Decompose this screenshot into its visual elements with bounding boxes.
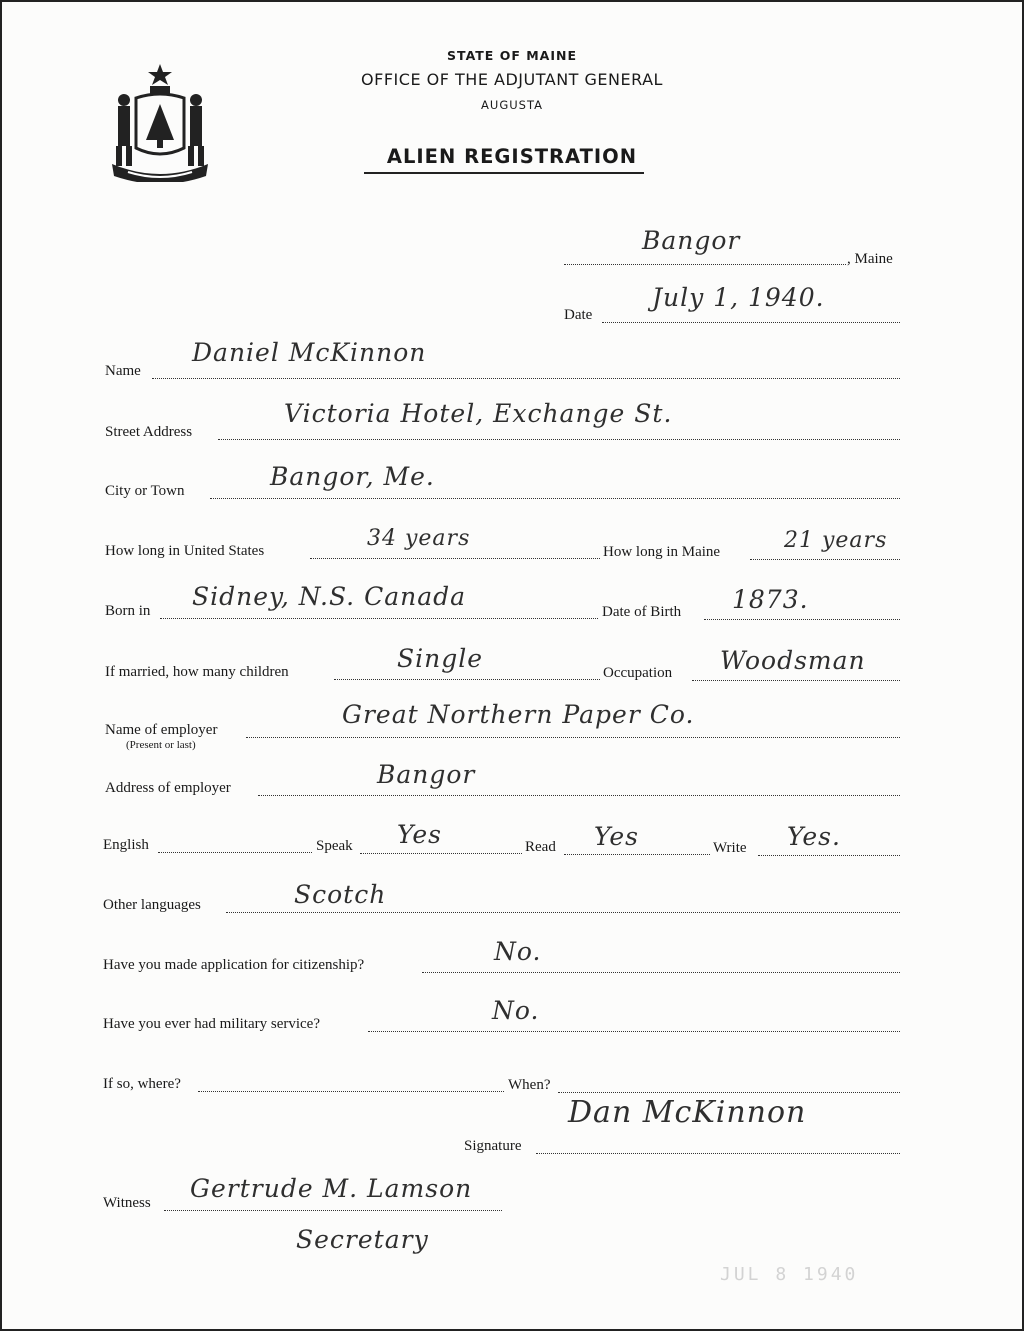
us-years-label: How long in United States: [105, 543, 265, 559]
witness-value: Gertrude M. Lamson: [190, 1174, 473, 1203]
employer-line: [246, 737, 900, 738]
children-label: If married, how many children: [105, 664, 289, 680]
military-value: No.: [492, 996, 540, 1025]
read-value: Yes: [594, 822, 639, 851]
header-city: AUGUSTA: [481, 98, 543, 112]
date-line: [602, 322, 900, 323]
employer-address-line: [258, 795, 900, 796]
street-label: Street Address: [105, 424, 193, 440]
maine-years-line: [750, 559, 900, 560]
form-title: ALIEN REGISTRATION: [386, 145, 638, 168]
occupation-label: Occupation: [603, 665, 673, 681]
citizenship-value: No.: [494, 937, 542, 966]
when-line: [558, 1092, 900, 1093]
military-line: [368, 1031, 900, 1032]
other-languages-value: Scotch: [294, 880, 387, 909]
occupation-value: Woodsman: [720, 646, 866, 675]
citizenship-line: [422, 972, 900, 973]
born-in-value: Sidney, N.S. Canada: [192, 582, 467, 611]
header-state: STATE OF MAINE: [447, 48, 577, 63]
when-label: When?: [508, 1077, 551, 1093]
signature-label: Signature: [464, 1138, 522, 1154]
born-in-label: Born in: [105, 603, 151, 619]
maine-years-value: 21 years: [784, 528, 888, 553]
signature-value: Dan McKinnon: [568, 1095, 807, 1130]
date-label: Date: [564, 307, 593, 323]
military-label: Have you ever had military service?: [103, 1016, 320, 1032]
us-years-line: [310, 558, 600, 559]
speak-value: Yes: [397, 820, 442, 849]
city-label: City or Town: [105, 483, 185, 499]
state-seal-icon: [106, 60, 214, 182]
other-languages-line: [226, 912, 900, 913]
witness-label: Witness: [103, 1195, 151, 1211]
witness-line: [164, 1210, 502, 1211]
name-line: [152, 378, 900, 379]
dob-label: Date of Birth: [602, 604, 682, 620]
born-in-line: [160, 618, 598, 619]
place-value: Bangor: [642, 226, 741, 255]
street-value: Victoria Hotel, Exchange St.: [284, 399, 673, 428]
name-value: Daniel McKinnon: [192, 338, 427, 367]
place-line: [564, 264, 846, 265]
where-line: [198, 1091, 504, 1092]
date-value: July 1, 1940.: [652, 283, 825, 312]
where-label: If so, where?: [103, 1076, 181, 1092]
read-label: Read: [525, 839, 556, 855]
employer-value: Great Northern Paper Co.: [342, 700, 695, 729]
speak-label: Speak: [316, 838, 353, 854]
city-value: Bangor, Me.: [270, 462, 435, 491]
header-office: OFFICE OF THE ADJUTANT GENERAL: [361, 70, 663, 89]
write-line: [758, 855, 900, 856]
witness-title: Secretary: [296, 1225, 429, 1254]
employer-address-value: Bangor: [377, 760, 476, 789]
other-languages-label: Other languages: [103, 897, 201, 913]
english-line: [158, 852, 312, 853]
title-underline: [364, 172, 644, 174]
dob-value: 1873.: [732, 585, 809, 614]
speak-line: [360, 853, 522, 854]
children-line: [334, 679, 600, 680]
write-label: Write: [713, 840, 747, 856]
place-suffix: , Maine: [847, 251, 893, 267]
employer-label: Name of employer: [105, 722, 218, 738]
maine-years-label: How long in Maine: [603, 544, 721, 560]
city-line: [210, 498, 900, 499]
received-stamp: JUL 8 1940: [720, 1264, 859, 1285]
us-years-value: 34 years: [367, 526, 471, 551]
write-value: Yes.: [787, 822, 841, 851]
read-line: [564, 854, 710, 855]
citizenship-label: Have you made application for citizenship?: [103, 957, 365, 973]
employer-sublabel: (Present or last): [126, 739, 196, 751]
english-label: English: [103, 837, 149, 853]
signature-line: [536, 1153, 900, 1154]
employer-address-label: Address of employer: [105, 780, 231, 796]
occupation-line: [692, 680, 900, 681]
name-label: Name: [105, 363, 141, 379]
children-value: Single: [397, 644, 484, 673]
street-line: [218, 439, 900, 440]
dob-line: [704, 619, 900, 620]
